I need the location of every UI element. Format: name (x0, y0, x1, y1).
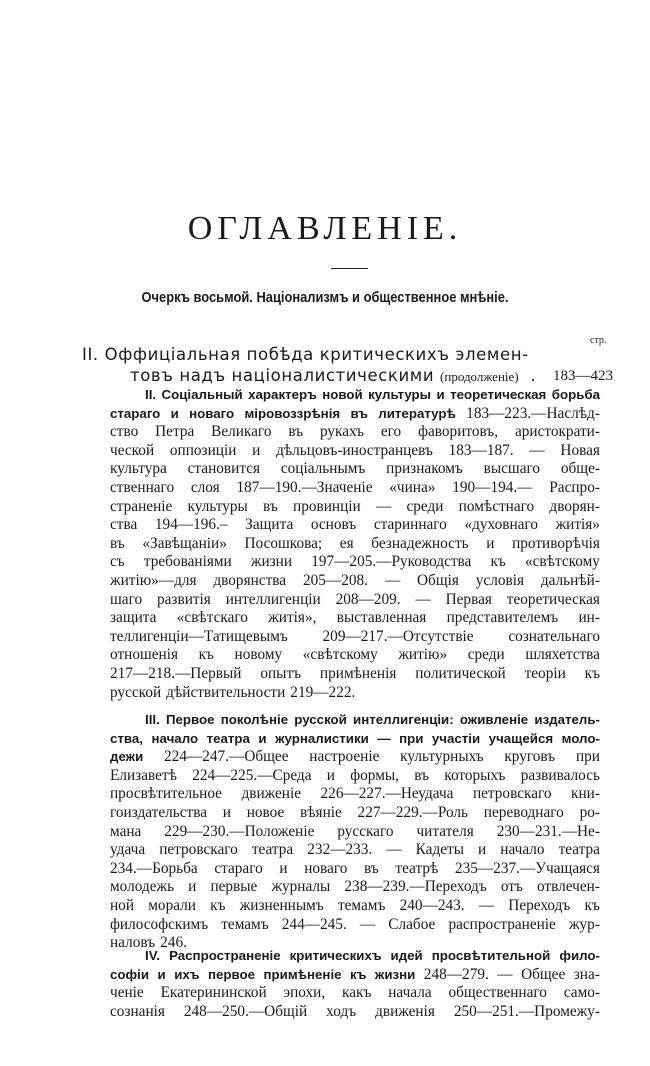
toc-entry-word: 238—239.—Переходъ (344, 878, 487, 896)
toc-entry-title-word: оживленіе (459, 712, 529, 727)
toc-entry-word: удача (110, 841, 146, 859)
toc-entry-word: «свѣтскаго (176, 609, 248, 627)
toc-entry-word: театрѣ (395, 859, 439, 877)
toc-entry-word: «Завѣщаніи» (142, 534, 227, 552)
toc-line (110, 591, 600, 610)
toc-entry-word: формы, (350, 766, 399, 784)
toc-line (110, 823, 600, 842)
toc-entry-title-word: софіи (110, 966, 150, 982)
toc-entry-word: ея (339, 534, 354, 552)
toc-entry-word: основъ (310, 516, 357, 534)
toc-entry-word: слоя (190, 478, 220, 496)
toc-entry-word: интеллигенціи (225, 590, 321, 608)
toc-entry-word: само- (563, 984, 600, 1002)
toc-line (110, 947, 600, 966)
toc-entry-word: теоріи (524, 664, 566, 682)
toc-entry-word: темамъ (337, 896, 386, 914)
toc-entry-word: молодежь (110, 878, 175, 896)
toc-entry-word: ство (110, 423, 139, 441)
toc-entry-title-word: жизни (374, 966, 416, 982)
toc-entry-word: аристократи- (514, 423, 600, 441)
toc-entry-title-word: II. (145, 387, 157, 402)
toc-entry-word: 183—187. (448, 441, 514, 459)
toc-entry-word: сознательнаго (508, 627, 600, 645)
toc-entry-word: жизни (250, 553, 293, 571)
toc-section-iv (110, 947, 600, 1021)
toc-entry-word: — (386, 841, 402, 859)
toc-entry-title-word: IV. (145, 948, 161, 963)
toc-line (110, 405, 600, 424)
toc-entry-word: новое (246, 803, 285, 821)
toc-entry-word: рукахъ (319, 423, 365, 441)
toc-line (110, 498, 600, 517)
toc-entry-word: Елизаветѣ (110, 766, 177, 784)
toc-entry-word: 219—222. (290, 683, 356, 701)
toc-entry-word: 217—218.—Первый (110, 664, 242, 682)
toc-entry-word: къ (210, 896, 226, 914)
toc-entry-word: и (252, 441, 261, 459)
toc-entry-word: 197—205.—Руководства (311, 553, 472, 571)
toc-entry-word: житію»—для (110, 571, 197, 589)
toc-entry-title-word: въ (350, 405, 368, 421)
toc-entry-word: соціальнымъ (280, 460, 366, 478)
toc-line (110, 535, 600, 554)
toc-entry-word: становится (187, 460, 261, 478)
toc-entry-word: выставленная (336, 609, 427, 627)
toc-entry-word: круговъ (504, 748, 556, 766)
toc-entry-word: русскаго (337, 822, 394, 840)
toc-entry-word: ченіе (110, 984, 144, 1002)
toc-entry-title-word: журналистики (275, 730, 369, 746)
toc-entry-word: 235—237.—Учащаяся (454, 859, 600, 877)
toc-entry-word: Слабое (388, 915, 436, 933)
toc-entry-word: русской (110, 683, 162, 701)
toc-entry-word: дѣльцовъ-иностранцевъ (276, 441, 433, 459)
toc-line (110, 767, 600, 786)
toc-entry-word: къ (490, 553, 506, 571)
toc-entry-title-word: театра (206, 730, 250, 746)
toc-entry-word: культурныхъ (400, 748, 484, 766)
toc-entry-word: — (375, 497, 392, 515)
toc-entry-word: среди (406, 497, 444, 515)
toc-line (110, 479, 600, 498)
toc-entry-word: 248—279. (423, 965, 489, 983)
toc-entry-word: дворянства (213, 571, 287, 589)
toc-entry-word: Великаго (211, 423, 272, 441)
toc-entry-title-word: Первое (165, 712, 215, 727)
toc-entry-word: къ (198, 646, 214, 664)
toc-entry-word: отъ (500, 878, 523, 896)
toc-entry-title-word: участіи (431, 730, 481, 746)
toc-entry-word: эпохи, (283, 984, 326, 1002)
toc-entry-word: гоиздательства (110, 803, 208, 821)
toc-entry-word: которыхъ (444, 766, 506, 784)
toc-entry-title-word: русской (294, 712, 347, 727)
toc-line (110, 442, 600, 461)
toc-entry-word: 224—247.—Общее (164, 748, 289, 766)
toc-entry-word: движенія (375, 1002, 435, 1020)
toc-entry-word: «свѣтскому (524, 553, 600, 571)
toc-line (110, 646, 600, 665)
toc-entry-title-word: первое (207, 966, 256, 982)
toc-entry-title-word: фило- (559, 948, 600, 963)
toc-line (110, 878, 600, 897)
toc-entry-title-word: III. (145, 712, 160, 727)
heading-text: товъ надъ націоналистическими (130, 366, 435, 385)
toc-entry-word: начало (500, 841, 545, 859)
toc-entry-word: журналы (271, 878, 331, 896)
heading-dot: . (530, 366, 537, 385)
toc-line (110, 860, 600, 879)
toc-entry-title-word: примѣненіе (263, 966, 342, 982)
toc-entry-word: 250—251.—Промежу- (453, 1002, 600, 1020)
toc-entry-word: 244—245. (281, 915, 347, 933)
toc-entry-title-word: интеллигенціи: (353, 712, 454, 727)
toc-entry-word: Переходъ (508, 896, 571, 914)
toc-entry-title-word: борьба (551, 387, 600, 402)
toc-entry-word: театра (251, 841, 294, 859)
toc-entry-title-word: и (157, 966, 166, 982)
toc-entry-word: политической (415, 664, 506, 682)
toc-entry-title-word: міровоззрѣнія (244, 405, 341, 421)
toc-entry-word: «чина» (389, 478, 436, 496)
toc-entry-word: новаго (304, 859, 348, 877)
toc-entry-word: отвлечен- (536, 878, 600, 896)
toc-entry-word: Новая (560, 441, 600, 459)
toc-entry-title-word: и (258, 730, 267, 746)
toc-entry-word: условія (475, 571, 524, 589)
toc-entry-word: общественнаго (448, 984, 547, 1002)
toc-entry-word: Кадеты (415, 841, 464, 859)
toc-line (110, 748, 600, 767)
toc-section-iii (110, 711, 600, 953)
toc-entry-word: среди (467, 646, 505, 664)
section-heading-line2 (130, 366, 536, 385)
toc-entry-title-word: Соціальный (161, 387, 243, 402)
toc-entry-word: петровскаго (472, 785, 552, 803)
toc-entry-word: — (384, 571, 401, 589)
toc-entry-word: переводнаго (483, 803, 564, 821)
toc-entry-word: 205—208. (302, 571, 368, 589)
toc-entry-word: мана (110, 822, 142, 840)
toc-entry-word: «свѣтскому (302, 646, 378, 664)
toc-entry-word: — (497, 965, 513, 983)
toc-entry-title-word: моло- (561, 730, 600, 746)
toc-entry-word: безнадежность (371, 534, 469, 552)
toc-entry-word: 209—217.—Отсутствіе (322, 627, 474, 645)
toc-line (110, 386, 600, 405)
toc-entry-word: первые (210, 878, 258, 896)
toc-entry-title-word: теоретическая (450, 387, 547, 402)
toc-entry-word: — (529, 441, 545, 459)
toc-entry-word: защита (110, 609, 157, 627)
page-title: ОГЛАВЛЕНІЕ. (187, 210, 463, 247)
toc-entry-word: движеніе (241, 785, 302, 803)
toc-entry-word: 232—233. (307, 841, 373, 859)
title-divider (331, 268, 368, 269)
toc-entry-title-word: и (170, 405, 179, 421)
toc-entry-word: Защита (245, 516, 294, 534)
toc-entry-word: сознанія (110, 1002, 165, 1020)
toc-entry-word: требованіями (143, 553, 232, 571)
toc-entry-title-word: издатель- (534, 712, 600, 727)
toc-entry-word: какъ (342, 984, 372, 1002)
toc-line (110, 423, 600, 442)
toc-entry-word: развитія (156, 590, 211, 608)
toc-entry-word: темамъ (221, 915, 269, 933)
toc-entry-word: Посошкова; (244, 534, 323, 552)
toc-entry-title-word: и (436, 387, 445, 402)
toc-entry-word: ходъ (326, 1002, 357, 1020)
toc-line (110, 916, 600, 935)
toc-entry-title-word: критическихъ (289, 948, 382, 963)
toc-line (110, 516, 600, 535)
toc-entry-word: наловъ (110, 934, 156, 952)
toc-section-ii (110, 386, 600, 702)
toc-entry-word: философскимъ (110, 915, 209, 933)
toc-entry-word: стариннаго (373, 516, 447, 534)
toc-line (110, 711, 600, 730)
toc-line (110, 684, 600, 703)
toc-entry-word: шляхетства (525, 646, 600, 664)
toc-entry-word: помѣстнаго (458, 497, 535, 515)
toc-entry-word: вѣяніе (300, 803, 342, 821)
toc-entry-word: опытъ (260, 664, 302, 682)
chapter-subtitle: Очеркъ восьмой. Націонализмъ и общественное мнѣніе. (141, 289, 509, 306)
heading-note: (продолженіе) (440, 369, 519, 384)
toc-entry-word: зна- (573, 965, 600, 983)
toc-entry-word: дворян- (549, 497, 600, 515)
toc-entry-word: — (359, 915, 376, 933)
toc-entry-word: 208—209. (335, 590, 401, 608)
toc-entry-word: въ (364, 859, 379, 877)
toc-entry-word: «духовнаго (464, 516, 538, 534)
toc-entry-word: въ (263, 497, 278, 515)
toc-entry-word: его (380, 423, 402, 441)
toc-entry-word: театра (558, 841, 600, 859)
toc-entry-word: 187—190.—Значеніе (236, 478, 373, 496)
toc-entry-word: 229—230.—Положеніе (164, 822, 315, 840)
toc-entry-word: настроеніе (309, 748, 380, 766)
toc-entry-word: житія» (555, 516, 600, 534)
toc-entry-word: 246. (160, 934, 187, 952)
toc-entry-title-word: новаго (189, 405, 235, 421)
toc-entry-word: 183—223.—Наслѣд- (466, 404, 600, 422)
toc-entry-title-word: литературѣ (378, 405, 456, 421)
toc-entry-word: ческой (110, 441, 155, 459)
toc-entry-title-word: поколѣніе (220, 712, 289, 727)
toc-entry-title-word: — (377, 730, 391, 746)
toc-entry-word: и (222, 803, 231, 821)
toc-entry-word: примѣненія (319, 664, 397, 682)
toc-entry-word: Общее (521, 965, 566, 983)
toc-entry-word: теллигенціи—Татищевымъ (110, 627, 288, 645)
toc-entry-word: высшаго (483, 460, 541, 478)
toc-entry-word: ства (110, 516, 138, 534)
toc-entry-title-word: культуры (368, 387, 432, 402)
toc-entry-word: кни- (571, 785, 600, 803)
toc-entry-word: Распро- (549, 478, 600, 496)
toc-entry-word: 226—227.—Неудача (320, 785, 454, 803)
toc-entry-word: въ (414, 766, 430, 784)
toc-entry-word: Екатерининской (160, 984, 267, 1002)
toc-line (110, 841, 600, 860)
toc-entry-word: — (415, 590, 431, 608)
toc-entry-title-word: новой (322, 387, 363, 402)
toc-entry-word: признакомъ (386, 460, 463, 478)
toc-entry-word: и (478, 841, 487, 859)
toc-entry-word: начала (388, 984, 432, 1002)
toc-entry-word: обще- (560, 460, 600, 478)
toc-line (110, 785, 600, 804)
toc-entry-word: 190—194.— (452, 478, 533, 496)
toc-entry-word: жур- (568, 915, 600, 933)
toc-entry-word: Общія (416, 571, 459, 589)
toc-entry-word: и (279, 859, 288, 877)
toc-entry-word: и (188, 878, 197, 896)
toc-line (110, 553, 600, 572)
section-heading-line1: II. Оффиціальная побѣда критическихъ элемен- (82, 345, 529, 364)
toc-entry-title-word: Распространеніе (169, 948, 281, 963)
toc-entry-title-word: идей (390, 948, 423, 963)
toc-entry-word: ро- (579, 803, 600, 821)
toc-line (110, 897, 600, 916)
toc-line (110, 1003, 600, 1022)
toc-entry-word: Первая (445, 590, 492, 608)
toc-entry-word: 224—225.—Среда (192, 766, 312, 784)
toc-entry-word: съ (110, 553, 125, 571)
toc-entry-word: 240—243. (399, 896, 465, 914)
toc-entry-word: и (486, 534, 495, 552)
toc-entry-word: ственнаго (110, 478, 175, 496)
toc-entry-title-word: учащейся (488, 730, 554, 746)
toc-entry-title-word: дежи (110, 749, 144, 765)
toc-entry-word: ной (110, 896, 135, 914)
toc-entry-word: дѣйствительности (166, 683, 286, 701)
toc-entry-word: распространеніе (448, 915, 556, 933)
toc-entry-title-word: къ (350, 966, 367, 982)
toc-entry-word: фаворитовъ, (418, 423, 499, 441)
page-column-label: стр. (590, 335, 607, 346)
toc-entry-word: петровскаго (159, 841, 238, 859)
toc-entry-word: 227—229.—Роль (357, 803, 469, 821)
toc-entry-word: жизненнымъ (239, 896, 324, 914)
toc-entry-word: противорѣчія (512, 534, 600, 552)
toc-entry-word: къ (584, 896, 600, 914)
toc-entry-word: 248—250.—Общій (183, 1002, 308, 1020)
toc-entry-word: при (575, 748, 600, 766)
toc-entry-word: культура (110, 460, 167, 478)
toc-entry-word: новому (234, 646, 283, 664)
toc-entry-word: стараго (214, 859, 263, 877)
toc-entry-word: страненіе (110, 497, 173, 515)
toc-entry-word: теоретическая (506, 590, 600, 608)
toc-entry-word: въ (288, 423, 304, 441)
toc-entry-title-word: при (399, 730, 424, 746)
toc-entry-word: ин- (578, 609, 600, 627)
toc-entry-word: отношенія (110, 646, 179, 664)
toc-entry-title-word: ства, (110, 730, 143, 746)
toc-entry-word: 194—196.– (154, 516, 228, 534)
toc-entry-title-word: характеръ (248, 387, 317, 402)
toc-entry-word: представителемъ (446, 609, 559, 627)
toc-entry-word: дальнѣй- (540, 571, 600, 589)
toc-line (110, 804, 600, 823)
toc-entry-word: — (478, 896, 495, 914)
toc-entry-word: шаго (110, 590, 143, 608)
toc-entry-word: Петра (155, 423, 195, 441)
toc-line (110, 572, 600, 591)
toc-line (110, 665, 600, 684)
toc-entry-word: 230—231.—Не- (496, 822, 600, 840)
toc-entry-title-word: просвѣтительной (431, 948, 551, 963)
toc-entry-word: житію» (398, 646, 448, 664)
toc-line (110, 730, 600, 749)
toc-entry-word: житія», (268, 609, 317, 627)
toc-line (110, 609, 600, 628)
toc-entry-word: провинціи (293, 497, 361, 515)
toc-entry-word: культуры (187, 497, 248, 515)
toc-entry-word: развивалось (520, 766, 600, 784)
toc-line (110, 966, 600, 985)
toc-line (110, 984, 600, 1003)
toc-line (110, 628, 600, 647)
toc-entry-word: оппозиціи (169, 441, 237, 459)
toc-entry-word: 234.—Борьба (110, 859, 198, 877)
toc-entry-title-word: начало (151, 730, 199, 746)
toc-entry-word: и (326, 766, 335, 784)
toc-entry-word: въ (110, 534, 125, 552)
toc-line (110, 460, 600, 479)
toc-entry-word: читателя (416, 822, 474, 840)
toc-entry-title-word: стараго (110, 405, 161, 421)
heading-page-range: 183—423 (553, 368, 613, 384)
toc-entry-word: морали (148, 896, 196, 914)
toc-entry-word: къ (584, 664, 600, 682)
toc-entry-title-word: ихъ (174, 966, 200, 982)
toc-entry-word: просвѣтительное (110, 785, 222, 803)
